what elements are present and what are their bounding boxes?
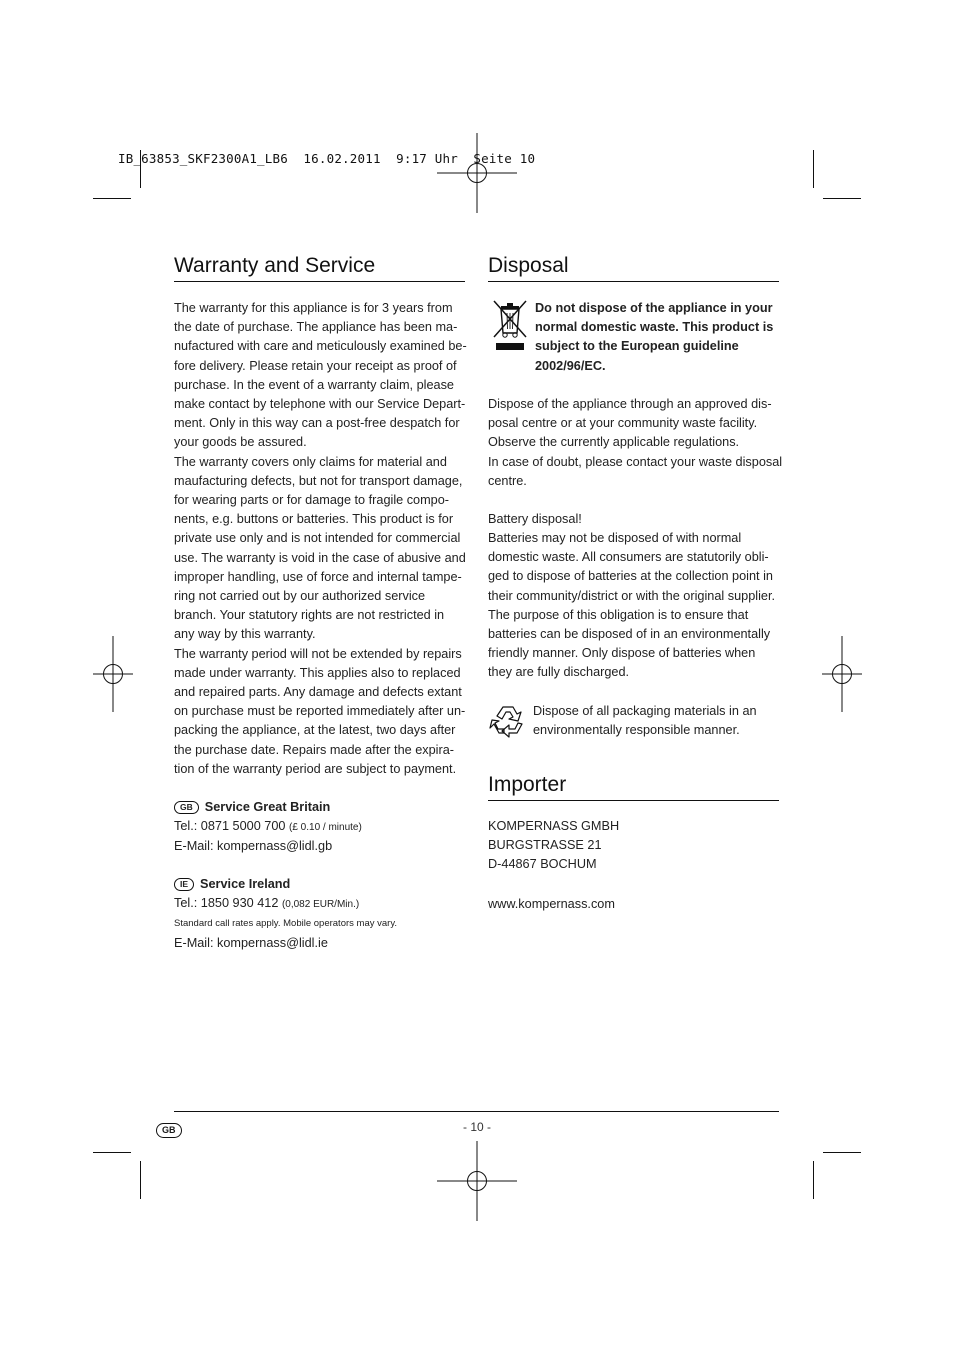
battery-line: batteries can be disposed of in an environmentally (488, 627, 771, 642)
service-ie-rate: (0,082 EUR/Min.) (281, 899, 360, 911)
page-number: - 10 - (462, 1120, 491, 1134)
importer-title: Importer (488, 773, 567, 796)
warranty-line: your goods be assured. (174, 435, 307, 450)
disposal-instructions (488, 395, 788, 491)
disposal-title: Disposal (488, 254, 569, 277)
service-ie-email: E-Mail: kompernass@lidl.ie (174, 935, 328, 950)
importer-title-rule (488, 800, 779, 801)
warranty-line: purchase. In the event of a warranty claim, please (174, 377, 454, 392)
battery-line: their community/district or with the original supplier. (488, 588, 775, 603)
service-ie-heading: Service Ireland (200, 877, 291, 891)
importer-address-line: D-44867 BOCHUM (488, 857, 597, 872)
warranty-line: The warranty period will not be extended by repairs (174, 646, 462, 661)
warranty-line: ring not carried out by our authorized service (174, 589, 426, 604)
warranty-line: branch. Your statutory rights are not restricted in (174, 608, 445, 623)
warranty-body (174, 299, 474, 779)
warranty-line: nufactured with care and meticulously examined be- (174, 339, 467, 354)
footer-rule (174, 1111, 779, 1112)
importer-address (488, 817, 788, 875)
battery-line: domestic waste. All consumers are statutorily obli- (488, 550, 769, 565)
battery-heading: Battery disposal! (488, 512, 582, 526)
warranty-line: nents, e.g. buttons or batteries. This product is for (174, 512, 454, 527)
warranty-line: maufacturing defects, but not for transport damage, (174, 473, 463, 488)
warranty-line: make contact by telephone with our Service Depart- (174, 397, 466, 412)
disposal-title-rule (488, 281, 779, 282)
service-ie-tel: Tel.: 1850 930 412 (174, 896, 279, 911)
warranty-line: ment. Only in this way can a post-free despatch for (174, 416, 460, 431)
disposal-line: posal centre or at your community waste facility. (488, 416, 758, 431)
service-gb (174, 798, 474, 857)
disposal-line: Dispose of the appliance through an approved dis- (488, 397, 772, 411)
warranty-line: fore delivery. Please retain your receipt as proof of (174, 358, 457, 373)
service-gb-tel: Tel.: 0871 5000 700 (174, 819, 286, 834)
warranty-line: and repaired parts. Any damage and defects extant (174, 685, 462, 700)
packaging-disposal (533, 702, 783, 740)
registration-mark-icon (437, 1141, 517, 1221)
importer-url-block (488, 895, 788, 914)
service-ie-note: Standard call rates apply. Mobile operators may vary. (174, 918, 397, 930)
warranty-line: The warranty for this appliance is for 3 years from (174, 301, 453, 315)
battery-disposal-heading (488, 510, 788, 529)
warranty-line: for wearing parts or for damage to fragile compo- (174, 493, 450, 508)
warranty-line: the purchase date. Repairs made after the expira- (174, 742, 454, 757)
warranty-line: tion of the warranty period are subject to payment. (174, 761, 457, 776)
service-gb-email: E-Mail: kompernass@lidl.gb (174, 839, 333, 854)
disposal-warning-line: normal domestic waste. This product is (535, 320, 774, 335)
disposal-warning (535, 299, 785, 376)
battery-line: The purpose of this obligation is to ensure that (488, 607, 749, 622)
warranty-line: The warranty covers only claims for material and (174, 454, 447, 469)
warranty-line: private use only and is not intended for commercial (174, 531, 461, 546)
crossed-out-wheelie-bin-icon (491, 299, 529, 353)
disposal-warning-line: Do not dispose of the appliance in your (535, 301, 773, 315)
warranty-line: the date of purchase. The appliance has been ma- (174, 320, 458, 335)
battery-line: ged to dispose of batteries at the collection point in (488, 569, 773, 584)
warranty-title-rule (174, 281, 465, 282)
footer-gb-badge: GB (156, 1123, 182, 1138)
service-gb-rate: (£ 0.10 / minute) (289, 822, 362, 834)
packaging-line: Dispose of all packaging materials in an (533, 704, 757, 718)
packaging-line: environmentally responsible manner. (533, 723, 740, 738)
warranty-title: Warranty and Service (174, 254, 376, 277)
registration-mark-icon (437, 133, 517, 213)
warranty-line: any way by this warranty. (174, 627, 316, 642)
battery-line: they are fully discharged. (488, 665, 630, 680)
importer-address-line: KOMPERNASS GMBH (488, 819, 620, 833)
disposal-line: centre. (488, 473, 527, 488)
ie-country-badge: IE (174, 878, 194, 891)
warranty-line: made under warranty. This applies also to replaced (174, 665, 461, 680)
disposal-warning-line: subject to the European guideline (535, 339, 739, 354)
service-ie (174, 875, 474, 953)
warranty-line: on purchase must be reported immediately after un- (174, 704, 466, 719)
battery-line: friendly manner. Only dispose of batteries when (488, 646, 756, 661)
registration-mark-icon (93, 636, 133, 712)
importer-url: www.kompernass.com (488, 897, 615, 911)
recycling-icon (488, 702, 528, 742)
service-gb-heading: Service Great Britain (204, 800, 331, 814)
warranty-line: improper handling, use of force and internal tampe- (174, 569, 462, 584)
importer-address-line: BURGSTRASSE 21 (488, 838, 602, 853)
gb-country-badge: GB (174, 801, 199, 814)
battery-disposal-body (488, 529, 788, 683)
registration-mark-icon (822, 636, 862, 712)
disposal-line: In case of doubt, please contact your waste disposal (488, 454, 783, 469)
disposal-warning-line: 2002/96/EC. (535, 358, 606, 373)
warranty-line: packing the appliance, at the latest, two days after (174, 723, 456, 738)
battery-line: Batteries may not be disposed of with normal (488, 531, 742, 545)
warranty-line: use. The warranty is void in the case of abusive and (174, 550, 466, 565)
disposal-line: Observe the currently applicable regulations. (488, 435, 740, 450)
print-slug: IB_63853_SKF2300A1_LB6 16.02.2011 9:17 Uhr Seite 10 (118, 151, 536, 166)
